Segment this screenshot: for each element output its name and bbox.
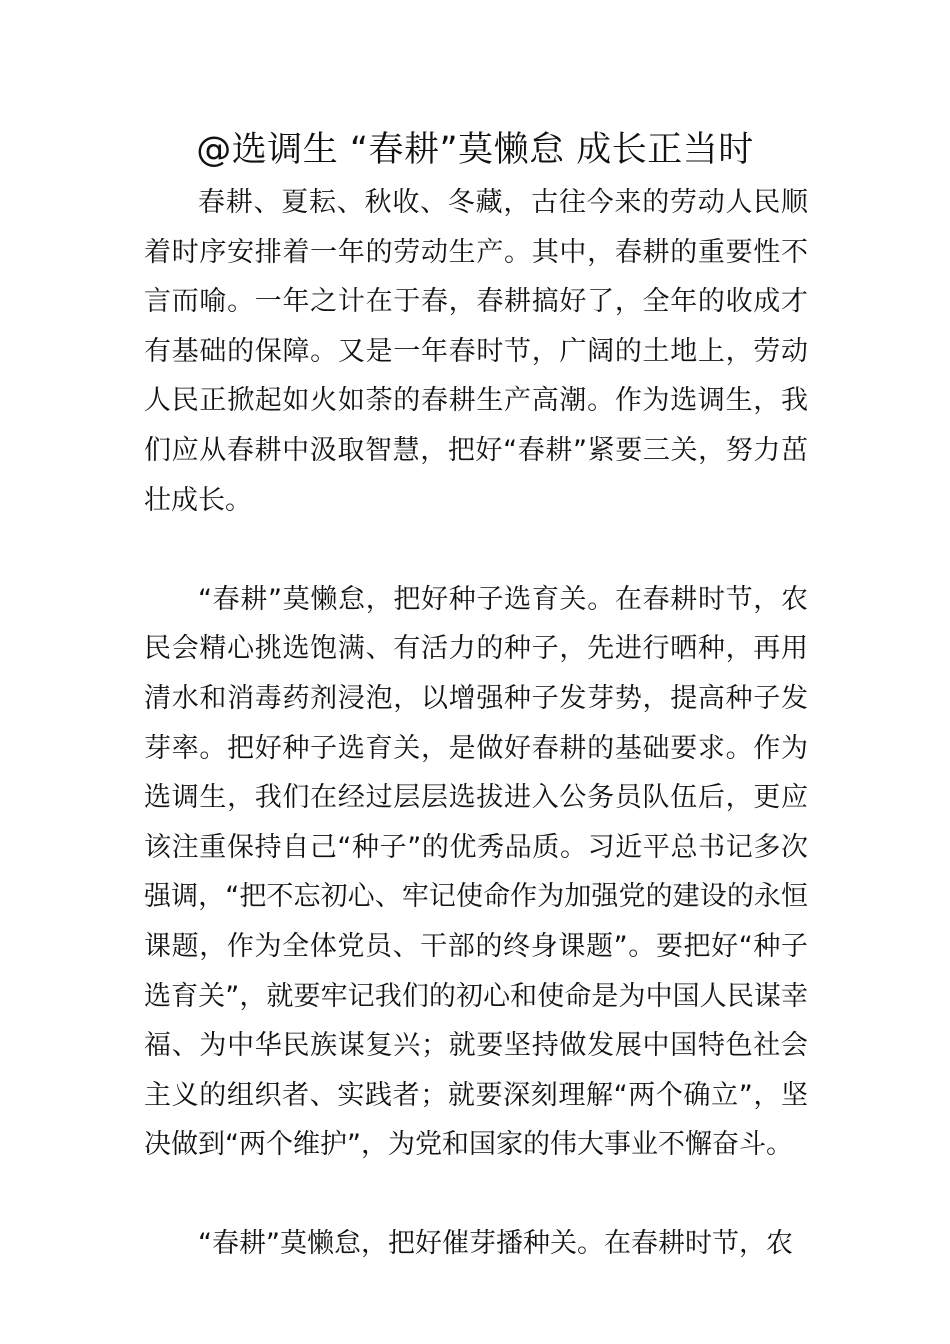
- paragraph-gap: [144, 1170, 808, 1220]
- paragraph-gap: [144, 525, 808, 575]
- paragraph-sowing: “春耕”莫懒怠，把好催芽播种关。在春耕时节，农: [198, 1228, 793, 1260]
- paragraph-seed-selection: “春耕”莫懒怠，把好种子选育关。在春耕时节，农民会精心挑选饱满、有活力的种子，先进行晒种，再用清水和消毒药剂浸泡，以增强种子发芽势，提高种子发芽率。把好种子选育关，是做好春耕的基础要求。作为选调生，我们在经过层层选拔进入公务员队伍后，更应该注重保持自己“种子”的优秀品质。习近平总书记多次强调，“把不忘初心、牢记使命作为加强党的建设的永恒课题，作为全体党员、干部的终身课题”。要把好“种子选育关”，就要牢记我们的初心和使命是为中国人民谋幸福、为中华民族谋复兴；就要坚持做发展中国特色社会主义的组织者、实践者；就要深刻理解“两个确立”，坚决做到“两个维护”，为党和国家的伟大事业不懈奋斗。: [144, 583, 808, 1161]
- paragraph-intro: 春耕、夏耘、秋收、冬藏，古往今来的劳动人民顺着时序安排着一年的劳动生产。其中，春耕的重要性不言而喻。一年之计在于春，春耕搞好了，全年的收成才有基础的保障。又是一年春时节，广阔的土地上，劳动人民正掀起如火如荼的春耕生产高潮。作为选调生，我们应从春耕中汲取智慧，把好“春耕”紧要三关，努力茁壮成长。: [144, 187, 808, 516]
- document-title: @选调生 “春耕”莫懒怠 成长正当时: [196, 130, 754, 170]
- document-body: [144, 178, 808, 1269]
